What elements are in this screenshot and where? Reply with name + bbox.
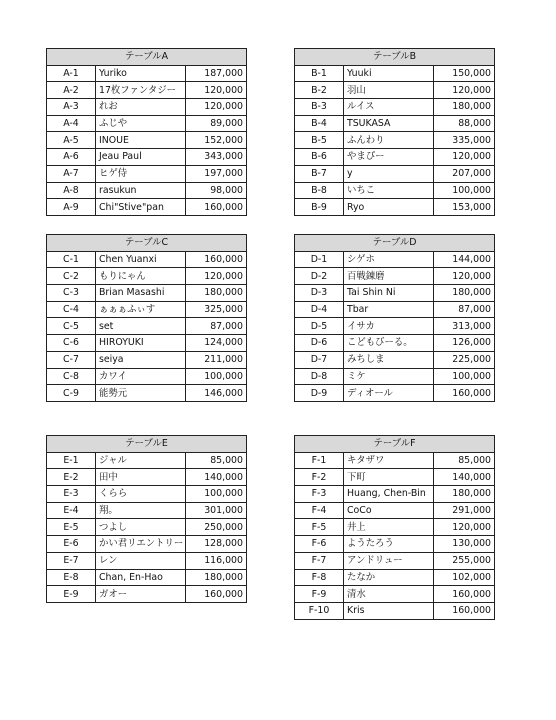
table-row	[47, 115, 247, 132]
table-row	[295, 165, 495, 182]
table-row	[295, 552, 495, 569]
player-name-cell: アンドリュー	[344, 552, 434, 569]
chip-amount-cell: 100,000	[186, 368, 247, 385]
chip-amount-cell: 128,000	[186, 536, 247, 553]
table-row	[47, 552, 247, 569]
chip-amount-cell: 250,000	[186, 519, 247, 536]
seat-code-cell: D-6	[295, 335, 344, 352]
player-name-cell: 清水	[344, 586, 434, 603]
table-row	[295, 502, 495, 519]
player-name-cell: ガオー	[96, 586, 186, 603]
seat-code-cell: A-5	[47, 132, 96, 149]
table-row	[295, 486, 495, 503]
seat-code-cell: E-5	[47, 519, 96, 536]
player-name-cell: 百戦錬磨	[344, 268, 434, 285]
table-title: テーブルA	[47, 49, 247, 66]
player-name-cell: HIROYUKI	[96, 335, 186, 352]
seat-code-cell: B-8	[295, 182, 344, 199]
table-row	[47, 251, 247, 268]
seat-code-cell: B-4	[295, 115, 344, 132]
table-title: テーブルF	[295, 436, 495, 453]
player-name-cell: set	[96, 318, 186, 335]
table-row	[295, 182, 495, 199]
table-title: テーブルB	[295, 49, 495, 66]
table-row	[295, 285, 495, 302]
seat-code-cell: A-6	[47, 149, 96, 166]
chip-amount-cell: 180,000	[186, 569, 247, 586]
player-name-cell: こどもびーる。	[344, 335, 434, 352]
table-row	[47, 502, 247, 519]
player-name-cell: キタザワ	[344, 452, 434, 469]
player-name-cell: Ryo	[344, 199, 434, 216]
table-row	[47, 368, 247, 385]
chip-amount-cell: 313,000	[434, 318, 495, 335]
seat-code-cell: E-9	[47, 586, 96, 603]
player-name-cell: れお	[96, 99, 186, 116]
player-name-cell: Chi"Stive"pan	[96, 199, 186, 216]
table-header-row	[47, 235, 247, 252]
table-row	[47, 351, 247, 368]
seat-code-cell: D-1	[295, 251, 344, 268]
table-row	[295, 65, 495, 82]
table-row	[47, 285, 247, 302]
chip-amount-cell: 335,000	[434, 132, 495, 149]
chip-amount-cell: 120,000	[186, 99, 247, 116]
table-row	[295, 368, 495, 385]
player-name-cell: やまぴー	[344, 149, 434, 166]
seat-code-cell: D-2	[295, 268, 344, 285]
player-name-cell: イサカ	[344, 318, 434, 335]
chip-amount-cell: 160,000	[434, 385, 495, 402]
player-name-cell: ヒゲ侍	[96, 165, 186, 182]
seat-code-cell: E-6	[47, 536, 96, 553]
table-row	[295, 351, 495, 368]
player-name-cell: 井上	[344, 519, 434, 536]
chip-amount-cell: 146,000	[186, 385, 247, 402]
player-name-cell: つよし	[96, 519, 186, 536]
table-e	[46, 435, 247, 603]
table-row	[47, 335, 247, 352]
table-row	[295, 132, 495, 149]
chip-amount-cell: 120,000	[434, 149, 495, 166]
seat-code-cell: B-5	[295, 132, 344, 149]
seat-code-cell: D-9	[295, 385, 344, 402]
seat-code-cell: A-9	[47, 199, 96, 216]
seat-code-cell: C-7	[47, 351, 96, 368]
player-name-cell: Chan, En-Hao	[96, 569, 186, 586]
table-header-row	[295, 436, 495, 453]
chip-amount-cell: 153,000	[434, 199, 495, 216]
player-name-cell: みちしま	[344, 351, 434, 368]
player-name-cell: 下町	[344, 469, 434, 486]
table-row	[295, 469, 495, 486]
table-row	[47, 318, 247, 335]
table-title: テーブルE	[47, 436, 247, 453]
player-name-cell: ふじや	[96, 115, 186, 132]
chip-amount-cell: 89,000	[186, 115, 247, 132]
chip-amount-cell: 255,000	[434, 552, 495, 569]
table-header-row	[47, 436, 247, 453]
table-row	[295, 99, 495, 116]
seat-code-cell: C-5	[47, 318, 96, 335]
table-row	[47, 268, 247, 285]
table-row	[47, 569, 247, 586]
chip-amount-cell: 160,000	[186, 251, 247, 268]
table-row	[295, 586, 495, 603]
chip-amount-cell: 144,000	[434, 251, 495, 268]
chip-amount-cell: 140,000	[186, 469, 247, 486]
chip-amount-cell: 140,000	[434, 469, 495, 486]
seat-code-cell: F-9	[295, 586, 344, 603]
player-name-cell: y	[344, 165, 434, 182]
chip-amount-cell: 98,000	[186, 182, 247, 199]
chip-amount-cell: 180,000	[434, 99, 495, 116]
seat-code-cell: D-4	[295, 301, 344, 318]
seat-code-cell: C-2	[47, 268, 96, 285]
player-name-cell: rasukun	[96, 182, 186, 199]
player-name-cell: ルイス	[344, 99, 434, 116]
table-row	[295, 452, 495, 469]
player-name-cell: ジャル	[96, 452, 186, 469]
player-name-cell: Yuriko	[96, 65, 186, 82]
seat-code-cell: E-1	[47, 452, 96, 469]
player-name-cell: INOUE	[96, 132, 186, 149]
chip-amount-cell: 160,000	[434, 602, 495, 619]
player-name-cell: Tbar	[344, 301, 434, 318]
player-name-cell: Tai Shin Ni	[344, 285, 434, 302]
player-name-cell: seiya	[96, 351, 186, 368]
seat-code-cell: A-7	[47, 165, 96, 182]
table-row	[47, 199, 247, 216]
player-name-cell: 田中	[96, 469, 186, 486]
seat-code-cell: E-4	[47, 502, 96, 519]
player-name-cell: 17枚ファンタジー	[96, 82, 186, 99]
seat-code-cell: B-9	[295, 199, 344, 216]
table-row	[295, 335, 495, 352]
seat-code-cell: B-7	[295, 165, 344, 182]
table-row	[47, 99, 247, 116]
chip-amount-cell: 325,000	[186, 301, 247, 318]
table-row	[47, 536, 247, 553]
chip-amount-cell: 187,000	[186, 65, 247, 82]
chip-amount-cell: 160,000	[186, 199, 247, 216]
table-row	[295, 519, 495, 536]
chip-amount-cell: 301,000	[186, 502, 247, 519]
table-header-row	[295, 49, 495, 66]
table-row	[47, 301, 247, 318]
player-name-cell: 翔。	[96, 502, 186, 519]
table-row	[295, 115, 495, 132]
table-row	[47, 165, 247, 182]
table-row	[295, 149, 495, 166]
player-name-cell: ミケ	[344, 368, 434, 385]
seat-code-cell: B-3	[295, 99, 344, 116]
table-row	[47, 519, 247, 536]
chip-amount-cell: 180,000	[186, 285, 247, 302]
seat-code-cell: F-5	[295, 519, 344, 536]
chip-amount-cell: 207,000	[434, 165, 495, 182]
chip-amount-cell: 180,000	[434, 285, 495, 302]
table-row	[47, 132, 247, 149]
seat-code-cell: A-4	[47, 115, 96, 132]
player-name-cell: Kris	[344, 602, 434, 619]
seat-code-cell: C-3	[47, 285, 96, 302]
table-row	[47, 586, 247, 603]
table-row	[295, 318, 495, 335]
table-row	[295, 199, 495, 216]
table-row	[47, 385, 247, 402]
player-name-cell: ふんわり	[344, 132, 434, 149]
chip-amount-cell: 130,000	[434, 536, 495, 553]
table-f	[294, 435, 495, 620]
table-a	[46, 48, 247, 216]
seat-code-cell: E-3	[47, 486, 96, 503]
player-name-cell: もりにゃん	[96, 268, 186, 285]
table-row	[295, 536, 495, 553]
chip-amount-cell: 85,000	[186, 452, 247, 469]
chip-amount-cell: 126,000	[434, 335, 495, 352]
chip-amount-cell: 87,000	[186, 318, 247, 335]
table-row	[47, 65, 247, 82]
table-d	[294, 234, 495, 402]
seat-code-cell: E-2	[47, 469, 96, 486]
chip-amount-cell: 160,000	[186, 586, 247, 603]
table-c	[46, 234, 247, 402]
table-row	[47, 149, 247, 166]
player-name-cell: 能勢元	[96, 385, 186, 402]
chip-amount-cell: 87,000	[434, 301, 495, 318]
seat-code-cell: C-4	[47, 301, 96, 318]
seat-code-cell: F-3	[295, 486, 344, 503]
player-name-cell: いちこ	[344, 182, 434, 199]
table-b	[294, 48, 495, 216]
chip-amount-cell: 120,000	[434, 82, 495, 99]
seat-code-cell: C-1	[47, 251, 96, 268]
player-name-cell: Brian Masashi	[96, 285, 186, 302]
seat-code-cell: C-8	[47, 368, 96, 385]
player-name-cell: ディオール	[344, 385, 434, 402]
player-name-cell: カワイ	[96, 368, 186, 385]
chip-amount-cell: 291,000	[434, 502, 495, 519]
chip-amount-cell: 120,000	[434, 268, 495, 285]
seat-code-cell: F-4	[295, 502, 344, 519]
player-name-cell: シゲホ	[344, 251, 434, 268]
table-header-row	[295, 235, 495, 252]
seat-code-cell: D-7	[295, 351, 344, 368]
table-row	[295, 301, 495, 318]
chip-amount-cell: 85,000	[434, 452, 495, 469]
table-row	[295, 268, 495, 285]
chip-amount-cell: 160,000	[434, 586, 495, 603]
player-name-cell: Yuuki	[344, 65, 434, 82]
table-row	[47, 469, 247, 486]
table-title: テーブルC	[47, 235, 247, 252]
chip-amount-cell: 150,000	[434, 65, 495, 82]
seat-code-cell: F-1	[295, 452, 344, 469]
chip-amount-cell: 124,000	[186, 335, 247, 352]
chip-amount-cell: 152,000	[186, 132, 247, 149]
table-row	[295, 82, 495, 99]
chip-amount-cell: 100,000	[434, 182, 495, 199]
chip-amount-cell: 102,000	[434, 569, 495, 586]
chip-amount-cell: 88,000	[434, 115, 495, 132]
seat-code-cell: E-7	[47, 552, 96, 569]
player-name-cell: ぁぁぁふぃす	[96, 301, 186, 318]
seat-code-cell: F-8	[295, 569, 344, 586]
table-row	[47, 486, 247, 503]
chip-amount-cell: 120,000	[186, 82, 247, 99]
seat-code-cell: A-2	[47, 82, 96, 99]
player-name-cell: くらら	[96, 486, 186, 503]
seat-code-cell: B-1	[295, 65, 344, 82]
seat-code-cell: E-8	[47, 569, 96, 586]
seat-code-cell: D-8	[295, 368, 344, 385]
seat-code-cell: F-7	[295, 552, 344, 569]
chip-amount-cell: 211,000	[186, 351, 247, 368]
player-name-cell: CoCo	[344, 502, 434, 519]
chip-amount-cell: 116,000	[186, 552, 247, 569]
player-name-cell: たなか	[344, 569, 434, 586]
seat-code-cell: B-6	[295, 149, 344, 166]
seat-code-cell: A-3	[47, 99, 96, 116]
seat-code-cell: D-5	[295, 318, 344, 335]
player-name-cell: レン	[96, 552, 186, 569]
seat-code-cell: C-9	[47, 385, 96, 402]
player-name-cell: Chen Yuanxi	[96, 251, 186, 268]
seat-code-cell: A-8	[47, 182, 96, 199]
chip-amount-cell: 197,000	[186, 165, 247, 182]
table-row	[47, 82, 247, 99]
chip-amount-cell: 343,000	[186, 149, 247, 166]
table-row	[47, 452, 247, 469]
table-title: テーブルD	[295, 235, 495, 252]
player-name-cell: Jeau Paul	[96, 149, 186, 166]
seat-code-cell: B-2	[295, 82, 344, 99]
player-name-cell: ようたろう	[344, 536, 434, 553]
chip-amount-cell: 225,000	[434, 351, 495, 368]
table-row	[47, 182, 247, 199]
player-name-cell: TSUKASA	[344, 115, 434, 132]
table-row	[295, 602, 495, 619]
player-name-cell: Huang, Chen-Bin	[344, 486, 434, 503]
table-row	[295, 569, 495, 586]
seat-code-cell: F-10	[295, 602, 344, 619]
chip-amount-cell: 120,000	[434, 519, 495, 536]
table-row	[295, 385, 495, 402]
chip-amount-cell: 180,000	[434, 486, 495, 503]
seat-code-cell: F-6	[295, 536, 344, 553]
seat-code-cell: A-1	[47, 65, 96, 82]
player-name-cell: かい君リエントリー	[96, 536, 186, 553]
seat-code-cell: D-3	[295, 285, 344, 302]
player-name-cell: 羽山	[344, 82, 434, 99]
chip-amount-cell: 120,000	[186, 268, 247, 285]
seat-code-cell: C-6	[47, 335, 96, 352]
chip-amount-cell: 100,000	[434, 368, 495, 385]
seat-code-cell: F-2	[295, 469, 344, 486]
table-header-row	[47, 49, 247, 66]
chip-amount-cell: 100,000	[186, 486, 247, 503]
table-row	[295, 251, 495, 268]
